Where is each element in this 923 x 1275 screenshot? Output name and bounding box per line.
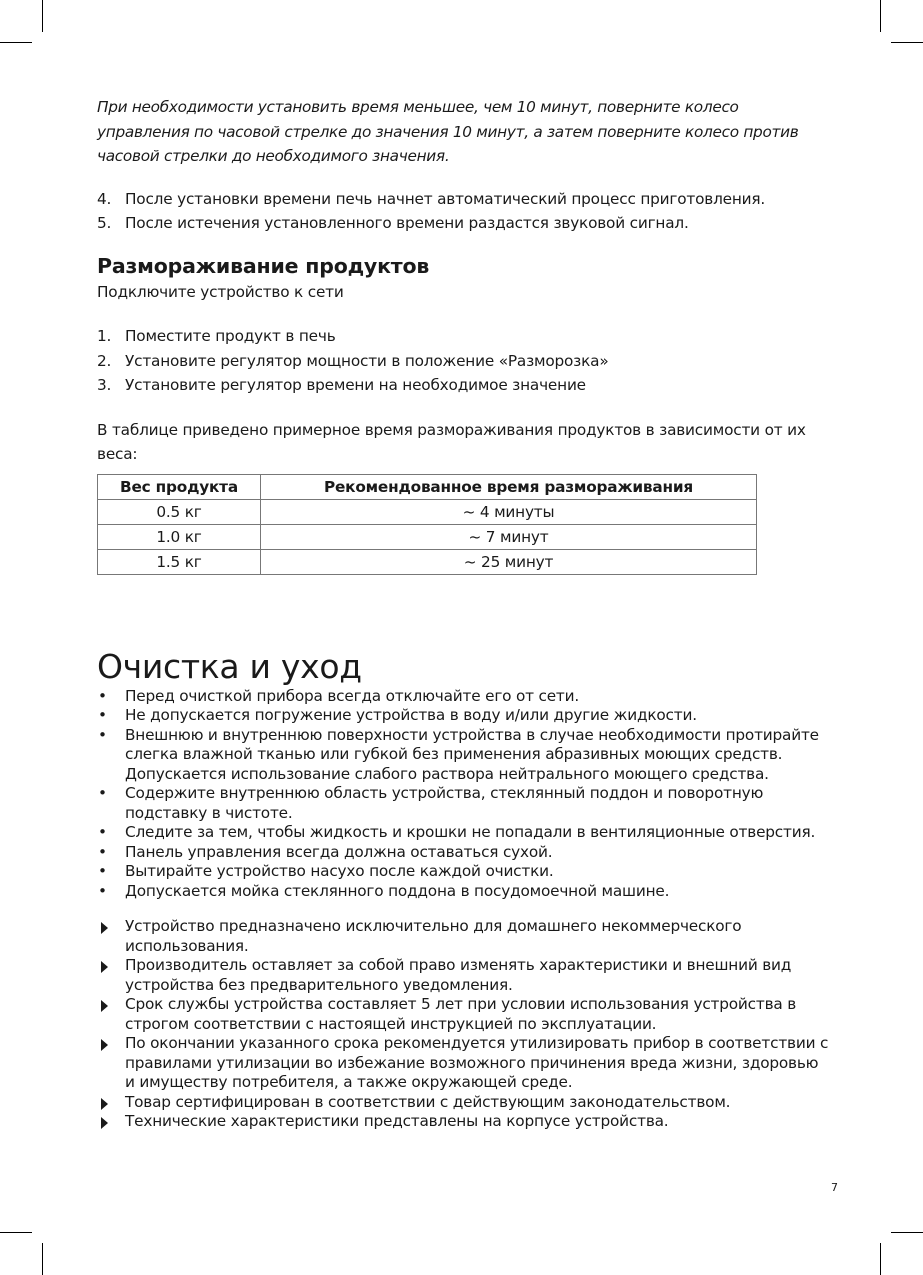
- notice-item: [97, 1112, 832, 1132]
- table-cell: ~ 25 минут: [261, 549, 757, 574]
- triangle-right-icon: [101, 1000, 108, 1012]
- triangle-right-icon: [101, 1098, 108, 1110]
- step-text: Установите регулятор времени на необходимое значение: [125, 376, 586, 394]
- step-item: [97, 324, 832, 349]
- list-item: [97, 726, 832, 785]
- crop-mark: [880, 1243, 881, 1275]
- crop-mark: [880, 0, 881, 32]
- step-number: 4.: [97, 189, 112, 208]
- column-header: Вес продукта: [98, 474, 261, 499]
- triangle-right-icon: [101, 1039, 108, 1051]
- cleaning-bullets: [97, 687, 832, 902]
- table-cell: 0.5 кг: [98, 499, 261, 524]
- table-cell: 1.5 кг: [98, 549, 261, 574]
- list-item: [97, 687, 832, 707]
- column-header: Рекомендованное время размораживания: [261, 474, 757, 499]
- notice-text: По окончании указанного срока рекомендуется утилизировать прибор в соответствии с правилами утилизации во избежание возможного причинения вреда жизни, здоровью и имуществу потребителя, а также окружающей среде.: [125, 1034, 829, 1091]
- list-item-text: Внешнюю и внутреннюю поверхности устройства в случае необходимости протирайте слегка влажной тканью или губкой без применения абразивных моющих средств. Допускается использование слабого раствора нейтрального моющего средства.: [125, 725, 819, 783]
- notice-item: [97, 1093, 832, 1113]
- notice-text: Технические характеристики представлены на корпусе устройства.: [125, 1112, 669, 1130]
- notice-item: [97, 995, 832, 1034]
- table-cell: ~ 4 минуты: [261, 499, 757, 524]
- bullet-icon: •: [98, 862, 107, 880]
- crop-mark: [42, 0, 43, 32]
- notice-text: Устройство предназначено исключительно для домашнего некоммерческого использования.: [125, 917, 742, 955]
- notice-text: Срок службы устройства составляет 5 лет при условии использования устройства в строгом соответствии с настоящей инструкцией по эксплуатации.: [125, 995, 797, 1033]
- defrost-intro: Подключите устройство к сети: [97, 282, 344, 301]
- list-item: [97, 882, 832, 902]
- list-item-text: Допускается мойка стеклянного поддона в посудомоечной машине.: [125, 881, 670, 900]
- table-row: [98, 524, 757, 549]
- cleaning-heading: Очистка и уход: [97, 646, 362, 686]
- table-cell: 1.0 кг: [98, 524, 261, 549]
- list-item-text: Следите за тем, чтобы жидкость и крошки не попадали в вентиляционные отверстия.: [125, 823, 816, 841]
- list-item: [97, 823, 832, 843]
- step-number: 3.: [97, 376, 112, 394]
- crop-mark: [42, 1243, 43, 1275]
- list-item: [97, 843, 832, 863]
- step-item: [97, 211, 832, 236]
- step-number: 1.: [97, 327, 112, 345]
- bullet-icon: •: [98, 823, 107, 841]
- step-text: После истечения установленного времени раздастся звуковой сигнал.: [125, 214, 689, 232]
- step-number: 5.: [97, 214, 112, 232]
- list-item: [97, 862, 832, 882]
- bullet-icon: •: [98, 725, 107, 744]
- notice-item: [97, 917, 832, 956]
- crop-mark: [891, 42, 923, 43]
- list-item: [97, 784, 832, 823]
- bullet-icon: •: [98, 784, 107, 802]
- list-item-text: Вытирайте устройство насухо после каждой очистки.: [125, 862, 554, 880]
- bullet-icon: •: [98, 706, 107, 724]
- notices-list: [97, 917, 832, 1132]
- step-item: [97, 349, 832, 374]
- crop-mark: [0, 42, 32, 43]
- crop-mark: [0, 1232, 32, 1233]
- step-item: [97, 373, 832, 398]
- table-row: [98, 549, 757, 574]
- step-text: После установки времени печь начнет автоматический процесс приготовления.: [125, 189, 766, 208]
- list-item-text: Не допускается погружение устройства в воду и/или другие жидкости.: [125, 706, 697, 724]
- defrost-heading: Размораживание продуктов: [97, 253, 430, 278]
- notice-text: Производитель оставляет за собой право изменять характеристики и внешний вид устройства без предварительного уведомления.: [125, 956, 792, 994]
- defrost-table: [97, 474, 757, 575]
- list-item: [97, 706, 832, 726]
- step-number: 2.: [97, 351, 112, 370]
- step-item: [97, 187, 832, 212]
- crop-mark: [891, 1232, 923, 1233]
- bullet-icon: •: [98, 881, 107, 900]
- triangle-right-icon: [101, 922, 108, 934]
- table-cell: ~ 7 минут: [261, 524, 757, 549]
- bullet-icon: •: [98, 686, 107, 705]
- table-row: [98, 499, 757, 524]
- list-item-text: Панель управления всегда должна оставаться сухой.: [125, 842, 553, 861]
- notice-text: Товар сертифицирован в соответствии с действующим законодательством.: [125, 1092, 731, 1111]
- list-item-text: Перед очисткой прибора всегда отключайте его от сети.: [125, 686, 580, 705]
- bullet-icon: •: [98, 842, 107, 861]
- defrost-steps: [97, 324, 832, 398]
- page-content: [97, 95, 832, 1132]
- triangle-right-icon: [101, 1117, 108, 1129]
- steps-continued: [97, 187, 832, 236]
- triangle-right-icon: [101, 961, 108, 973]
- table-intro: В таблице приведено примерное время размораживания продуктов в зависимости от их веса:: [97, 420, 806, 463]
- notice-item: [97, 956, 832, 995]
- step-text: Поместите продукт в печь: [125, 327, 336, 345]
- list-item-text: Содержите внутреннюю область устройства, стеклянный поддон и поворотную подставку в чистоте.: [125, 784, 764, 822]
- page-number: 7: [831, 1181, 838, 1194]
- step-text: Установите регулятор мощности в положение «Разморозка»: [125, 351, 609, 370]
- table-header-row: [98, 474, 757, 499]
- notice-item: [97, 1034, 832, 1093]
- italic-note: При необходимости установить время меньшее, чем 10 минут, поверните колесо управления по часовой стрелке до значения 10 минут, а затем поверните колесо против часовой стрелки до необходимого значения.: [97, 98, 799, 165]
